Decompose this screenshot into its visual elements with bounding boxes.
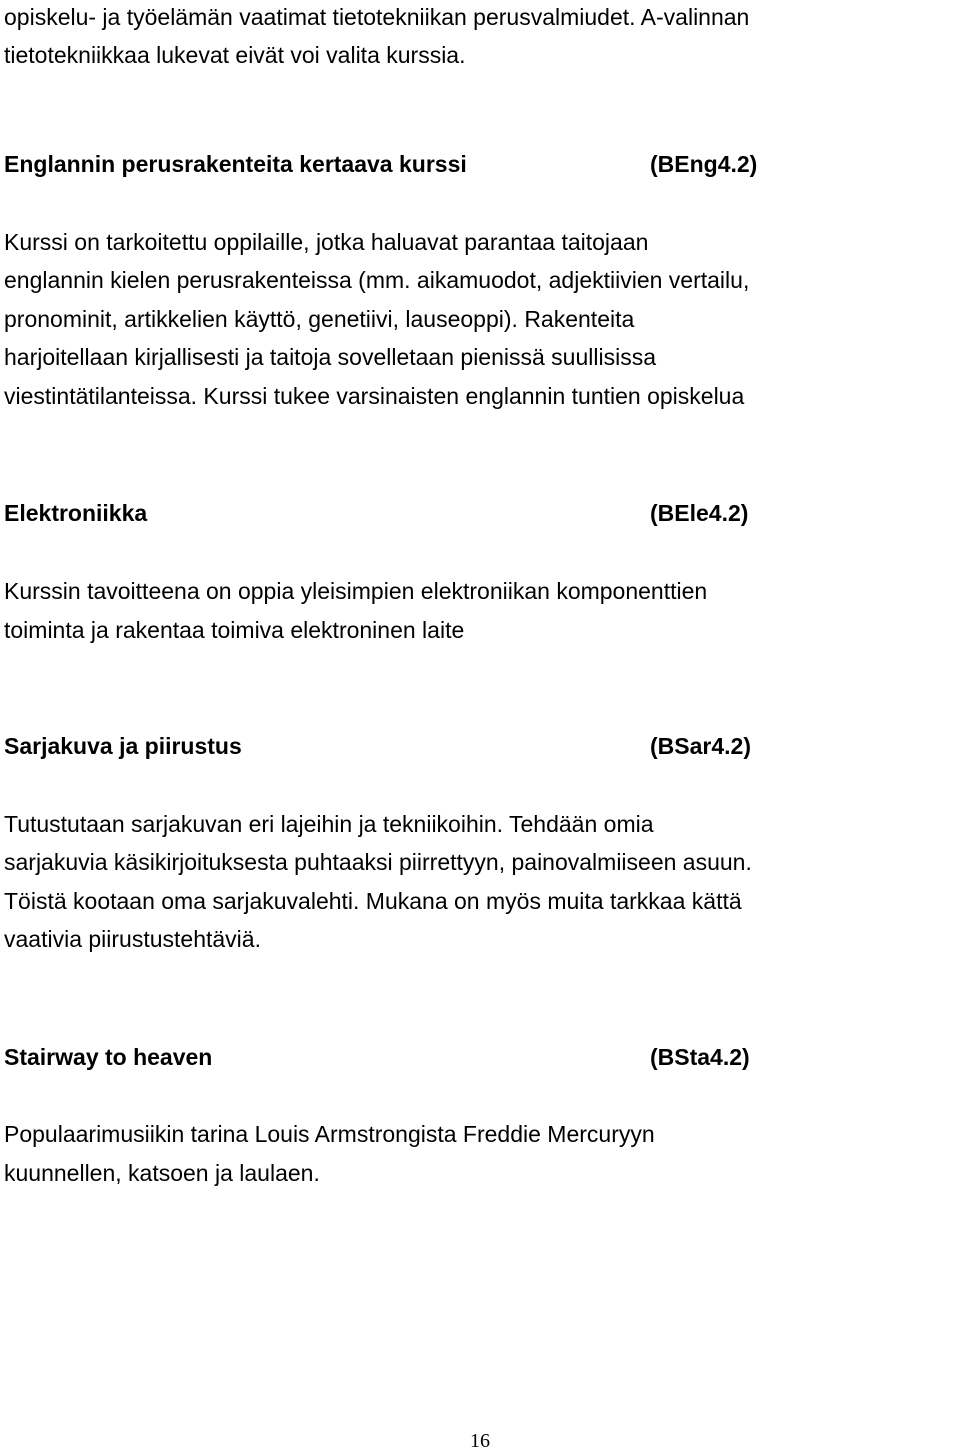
course-description-line: Populaarimusiikin tarina Louis Armstrongista Freddie Mercuryyn bbox=[4, 1121, 655, 1147]
course-title: Stairway to heaven bbox=[4, 1044, 213, 1070]
course-description-line: Töistä kootaan oma sarjakuvalehti. Mukana on myös muita tarkkaa kättä bbox=[4, 888, 742, 914]
intro-line: opiskelu- ja työelämän vaatimat tietotekniikan perusvalmiudet. A-valinnan bbox=[4, 4, 750, 30]
course-heading-beng bbox=[4, 149, 934, 179]
course-title: Englannin perusrakenteita kertaava kurssi bbox=[4, 151, 467, 177]
course-code: (BEng4.2) bbox=[650, 151, 758, 177]
course-description-line: sarjakuvia käsikirjoituksesta puhtaaksi piirrettyyn, painovalmiiseen asuun. bbox=[4, 849, 752, 875]
course-description-line: Tutustutaan sarjakuvan eri lajeihin ja tekniikoihin. Tehdään omia bbox=[4, 811, 654, 837]
course-code: (BEle4.2) bbox=[650, 500, 749, 526]
course-description-line: englannin kielen perusrakenteissa (mm. aikamuodot, adjektiivien vertailu, bbox=[4, 267, 750, 293]
course-description-line: harjoitellaan kirjallisesti ja taitoja sovelletaan pienissä suullisissa bbox=[4, 344, 656, 370]
course-heading-bsar bbox=[4, 731, 934, 761]
course-description-line: Kurssi on tarkoitettu oppilaille, jotka haluavat parantaa taitojaan bbox=[4, 229, 649, 255]
course-heading-bele bbox=[4, 498, 934, 528]
page-number: 16 bbox=[470, 1430, 490, 1452]
course-title: Sarjakuva ja piirustus bbox=[4, 733, 242, 759]
course-code: (BSta4.2) bbox=[650, 1044, 750, 1070]
course-heading-bsta bbox=[4, 1042, 934, 1072]
course-title: Elektroniikka bbox=[4, 500, 148, 526]
course-code: (BSar4.2) bbox=[650, 733, 751, 759]
intro-line: tietotekniikkaa lukevat eivät voi valita kurssia. bbox=[4, 42, 466, 68]
course-description-line: viestintätilanteissa. Kurssi tukee varsinaisten englannin tuntien opiskelua bbox=[4, 383, 745, 409]
course-description-line: kuunnellen, katsoen ja laulaen. bbox=[4, 1160, 320, 1186]
course-description-line: toiminta ja rakentaa toimiva elektroninen laite bbox=[4, 617, 465, 643]
course-description-line: vaativia piirustustehtäviä. bbox=[4, 926, 261, 952]
course-description-line: pronominit, artikkelien käyttö, genetiivi, lauseoppi). Rakenteita bbox=[4, 306, 635, 332]
course-description-line: Kurssin tavoitteena on oppia yleisimpien elektroniikan komponenttien bbox=[4, 578, 708, 604]
